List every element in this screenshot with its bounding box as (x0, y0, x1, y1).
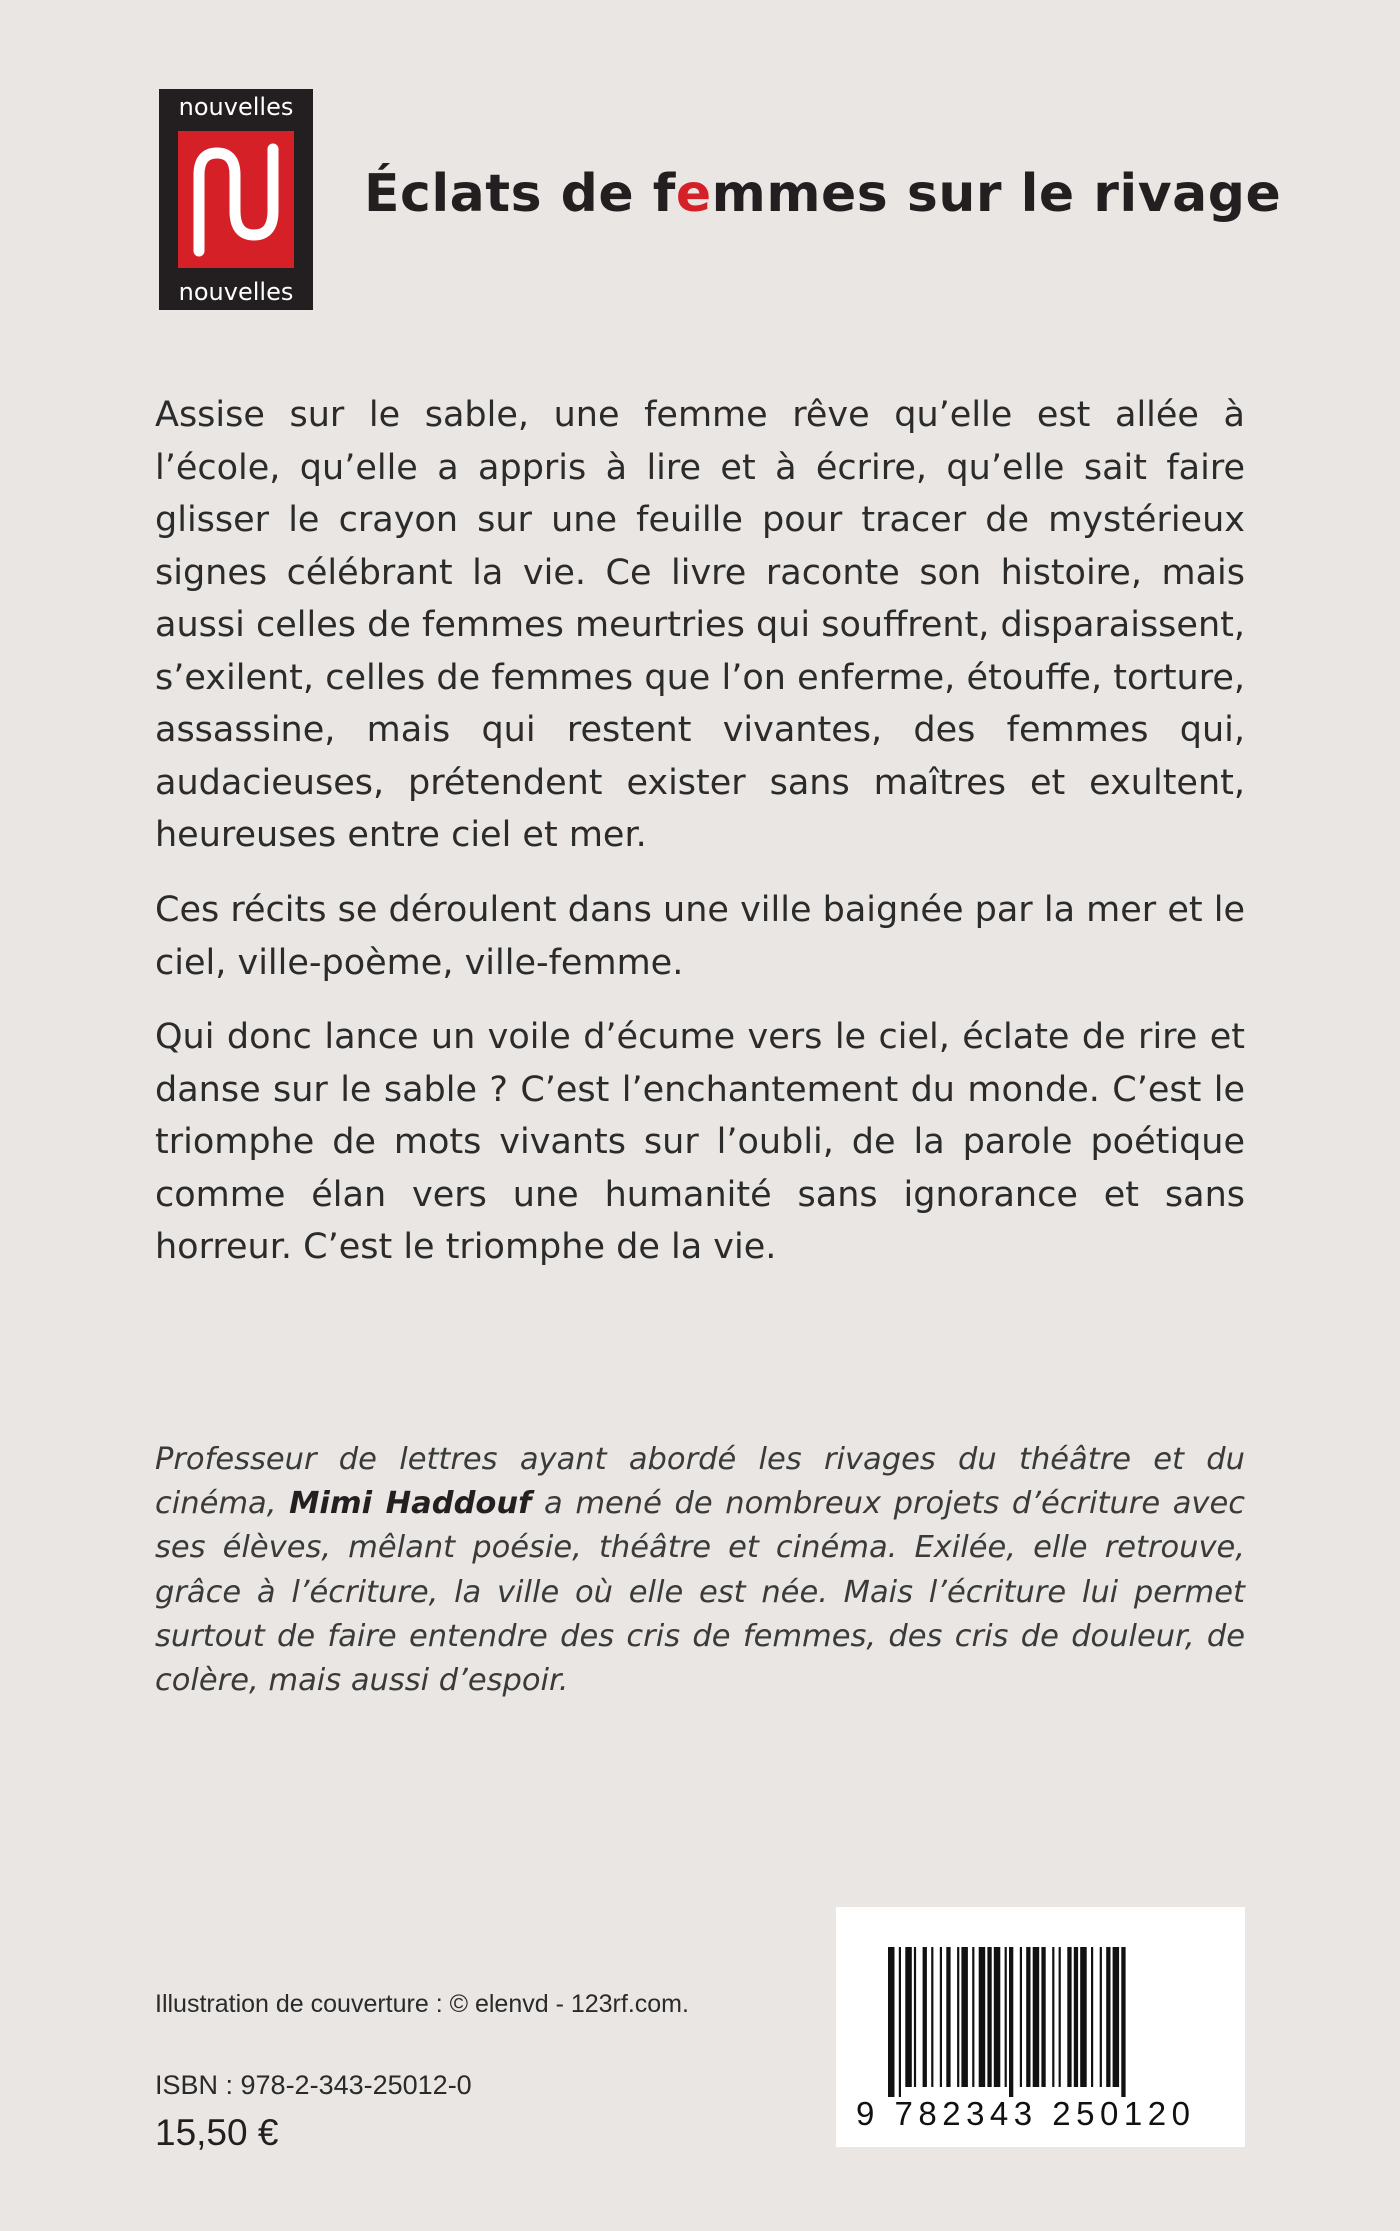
barcode-bar (987, 1947, 991, 2087)
barcode-bar (994, 1947, 1001, 2087)
barcode-digits: 9 782343 250120 (856, 2095, 1196, 2132)
author-name: Mimi Haddouf (289, 1486, 532, 1522)
barcode-bar (1091, 1947, 1093, 2087)
barcode-bar (888, 1947, 895, 2097)
barcode-bar (1121, 1947, 1125, 2097)
barcode-bar (972, 1947, 974, 2087)
barcode-bar (905, 1947, 912, 2087)
isbn: ISBN : 978-2-343-25012-0 (155, 2070, 472, 2100)
barcode-bar (1041, 1947, 1045, 2087)
book-title (364, 158, 1281, 230)
author-bio (155, 1438, 1245, 1703)
barcode-bar (1113, 1947, 1120, 2087)
barcode-bar (1100, 1947, 1102, 2087)
description-paragraph-1: Assise sur le sable, une femme rêve qu’elle est allée à l’école, qu’elle a appris à lire et à écrire, qu’elle sait faire glisser le crayon sur une feuille pour tracer de mystérieux signes célébrant la vie. Ce livre raconte son histoire, mais aussi celles de femmes meurtries qui souffrent, disparaissent, s’exilent, celles de femmes que l’on enferme, étouffe, torture, assassine, mais qui restent vivantes, des femmes qui, audacieuses, prétendent exister sans maîtres et exultent, heureuses entre ciel et mer. (155, 395, 1245, 855)
barcode-bar (961, 1947, 968, 2087)
barcode-bar (1080, 1947, 1087, 2087)
barcode (836, 1907, 1245, 2147)
barcode-bar (1074, 1947, 1078, 2087)
publisher-logo (159, 89, 313, 310)
barcode-bar (1059, 1947, 1061, 2087)
bio-intro: Professeur de lettres ayant abordé les rivages du théâtre et du cinéma, (155, 1442, 1245, 1522)
barcode-bar (1052, 1947, 1054, 2087)
illustration-credit: Illustration de couverture : © elenvd - 123rf.com. (155, 1990, 689, 2018)
barcode-bar (899, 1947, 901, 2097)
barcode-bar (1067, 1947, 1071, 2087)
description-paragraph-3: Qui donc lance un voile d’écume vers le ciel, éclate de rire et danse sur le sable ? C’est l’enchantement du monde. C’est le triomphe de mots vivants sur l’oubli, de la parole poétique comme élan vers une humanité sans ignorance et sans horreur. C’est le triomphe de la vie. (155, 1017, 1245, 1267)
barcode-bar (923, 1947, 927, 2087)
barcode-bar (1009, 1947, 1013, 2097)
barcode-bar (1033, 1947, 1040, 2087)
title-accent-letter: e (675, 164, 712, 224)
barcode-bar (1005, 1947, 1007, 2087)
barcode-bar (946, 1947, 950, 2087)
logo-bottom-word: nouvelles (178, 278, 294, 306)
description-paragraph-2: Ces récits se déroulent dans une ville baignée par la mer et le ciel, ville-poème, ville-femme. (155, 890, 1245, 983)
barcode-bar (914, 1947, 916, 2087)
title-part-before: Éclats de f (364, 164, 676, 224)
barcode-bar (1020, 1947, 1022, 2087)
barcode-bar (957, 1947, 959, 2087)
barcode-bar (1106, 1947, 1110, 2087)
bio-rest: a mené de nombreux projets d’écriture avec ses élèves, mêlant poésie, théâtre et cinéma. Exilée, elle retrouve, grâce à l’écriture, la ville où elle est née. Mais l’écriture lui permet surtout de faire entendre des cris de femmes, des cris de douleur, de colère, mais aussi d’espoir. (155, 1486, 1245, 1699)
logo-nu-monogram (159, 89, 313, 310)
price: 15,50 € (155, 2112, 279, 2153)
barcode-bar (979, 1947, 986, 2087)
barcode-bar (1026, 1947, 1030, 2087)
barcode-bar (940, 1947, 942, 2087)
logo-top-word: nouvelles (178, 93, 294, 121)
title-part-after: mmes sur le rivage (711, 164, 1282, 224)
barcode-bar (931, 1947, 933, 2087)
